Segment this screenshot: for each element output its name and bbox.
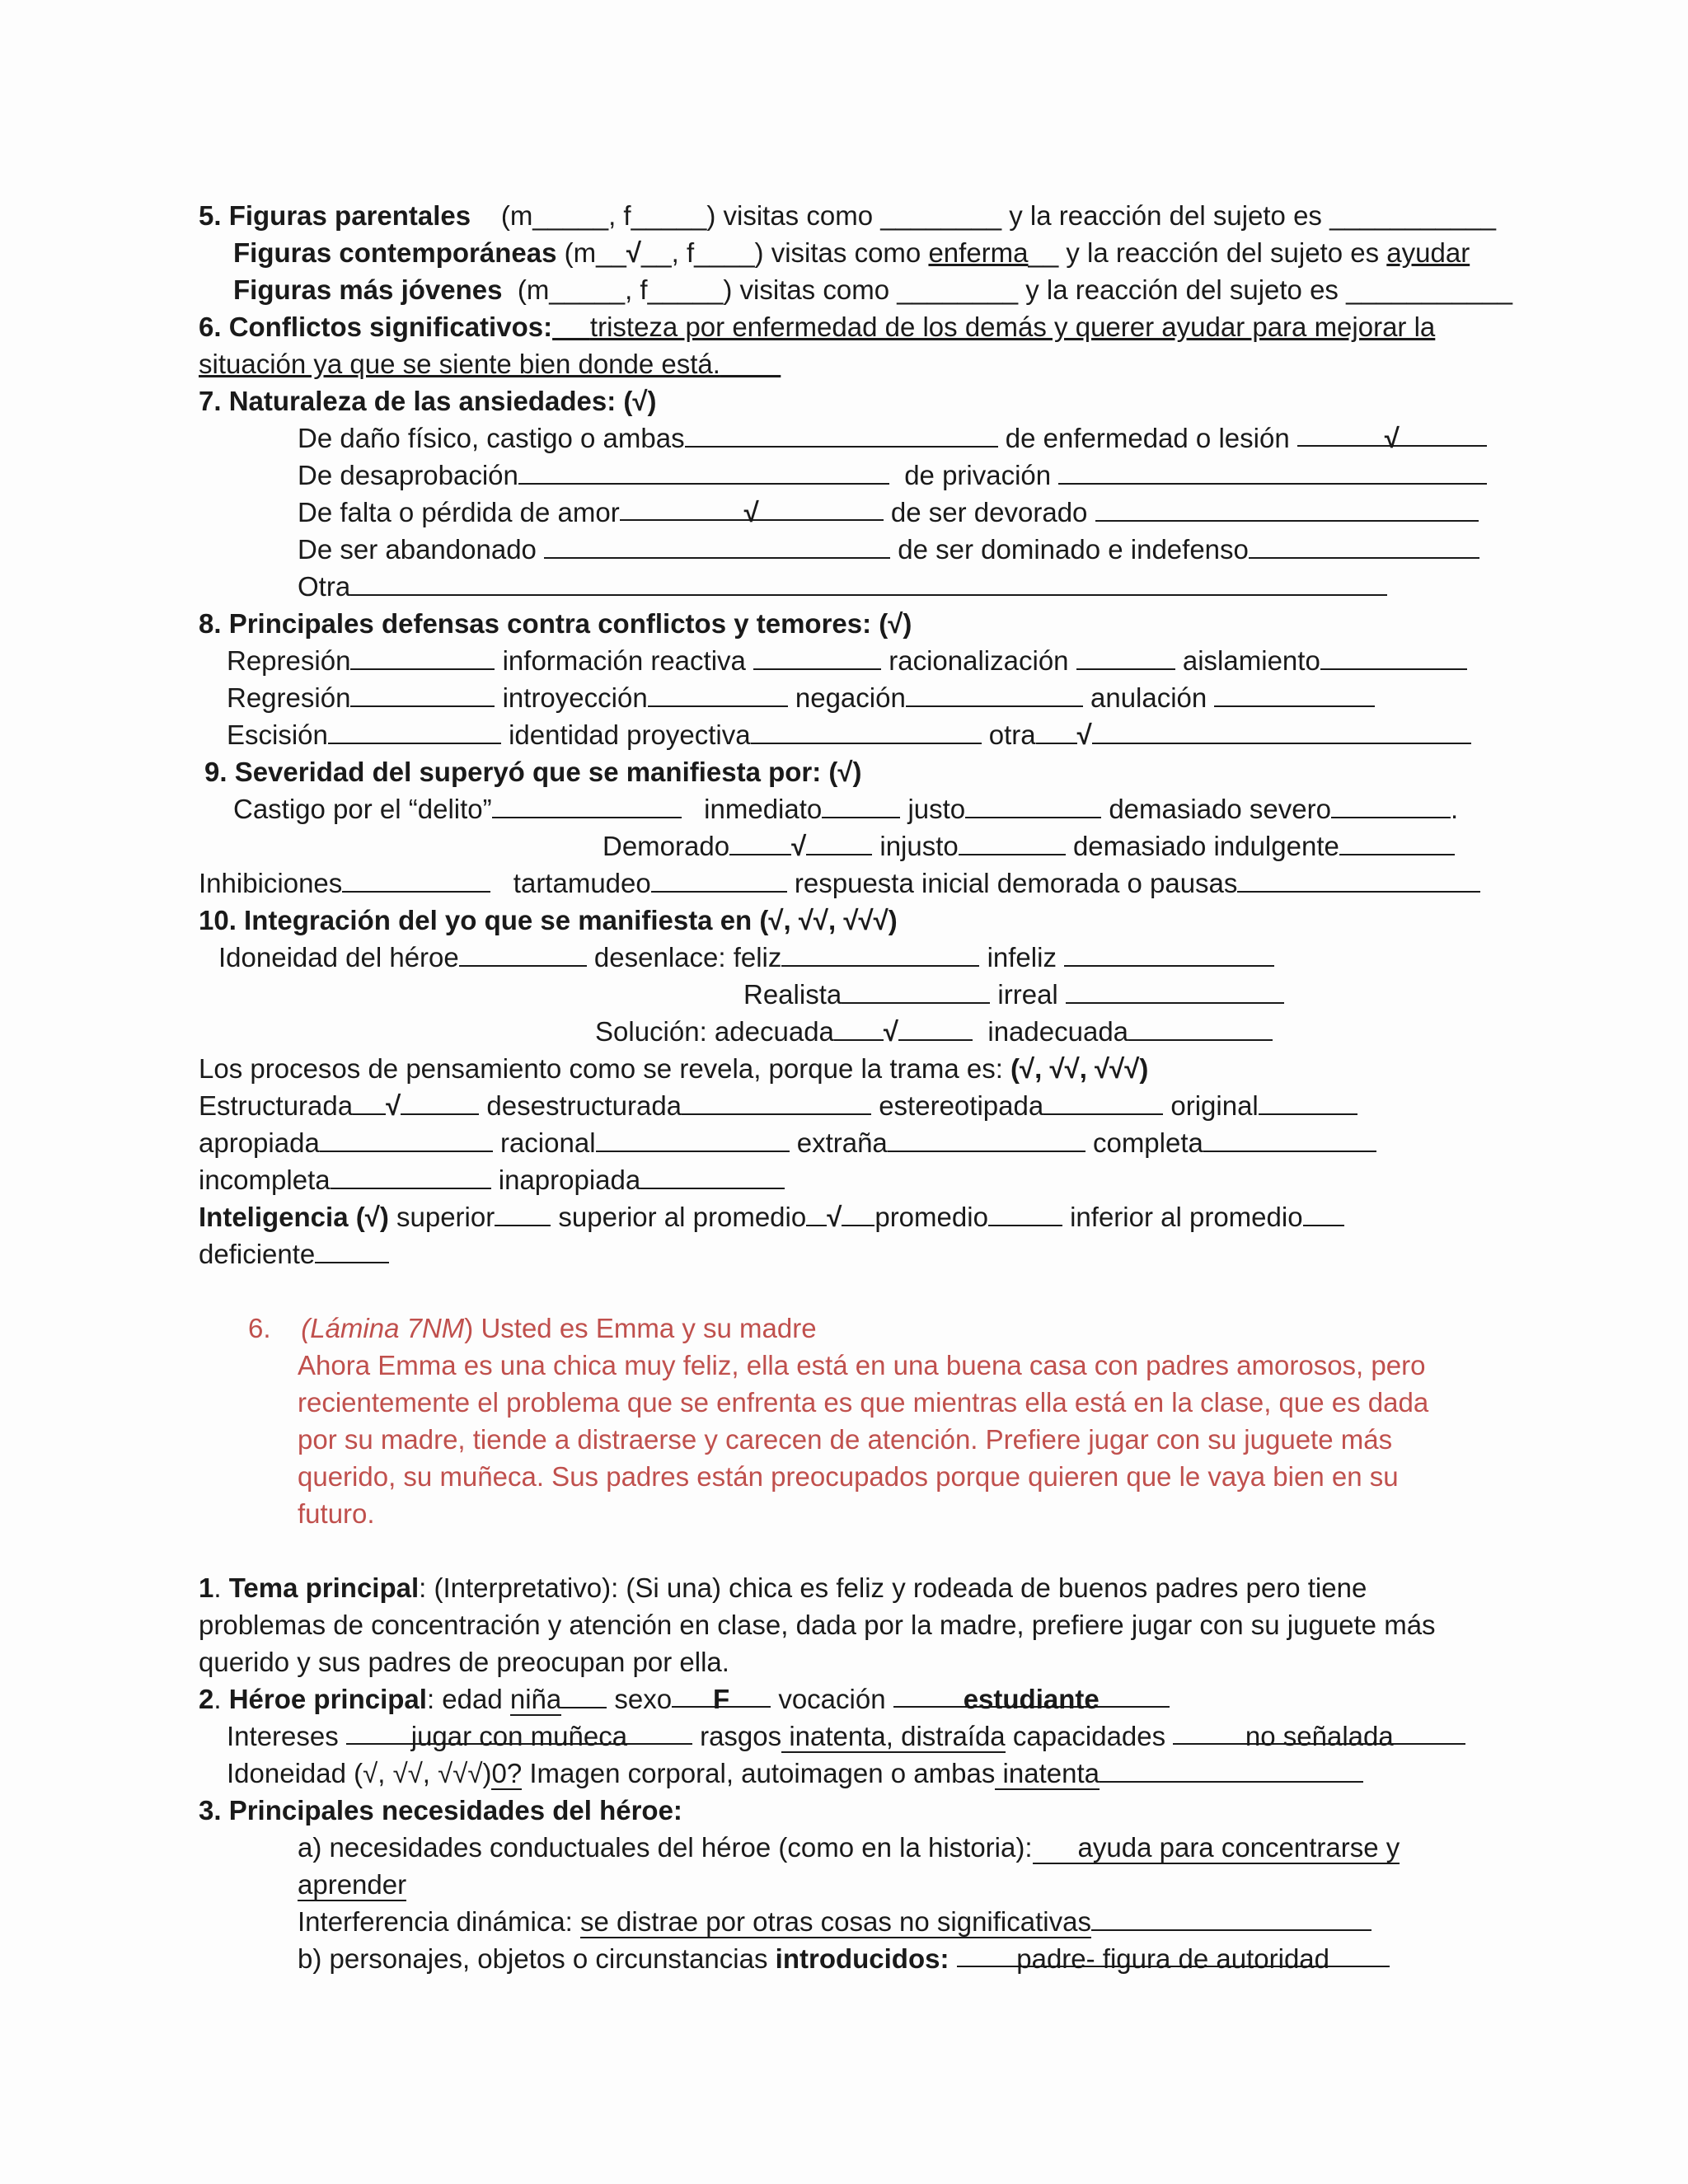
s10-thought-scale: (√, √√, √√√) [1010, 1053, 1149, 1084]
t2-interests-value: jugar con muñeca [346, 1718, 692, 1745]
s7-deprivation: de privación [904, 460, 1052, 490]
t2-suitability-label: Idoneidad (√, √√, √√√) [227, 1758, 492, 1788]
t3-line-b [298, 1941, 1390, 1977]
s8-item: Represión [227, 645, 351, 676]
t3-introduced-value: padre- figura de autoridad [957, 1941, 1390, 1967]
s5-c-reaction-label: y la reacción del sujeto es [1066, 237, 1380, 268]
s10-item: completa [1092, 1127, 1203, 1158]
s5-parental-fields: (m_____, f_____) visitas como ________ y la reacción del sujeto es ___________ [500, 200, 1496, 231]
s10-item: promedio [874, 1202, 988, 1232]
s10-item: incompleta [199, 1165, 331, 1195]
s9-item: Inhibiciones [199, 868, 343, 898]
checkmark: √ [791, 831, 807, 861]
s10-row-8 [199, 1199, 1344, 1235]
t3-title: 3. Principales necesidades del héroe: [199, 1795, 682, 1825]
checkmark: √ [1076, 719, 1092, 750]
t3-interference-label: Interferencia dinámica: [298, 1906, 581, 1937]
t1-line-2: problemas de concentración y atención en clase, dada por la madre, prefiere jugar con su juguete más [199, 1610, 1436, 1640]
t3-interference-value: se distrae por otras cosas no significativas [580, 1906, 1091, 1937]
story-heading [248, 1310, 817, 1347]
s9-row-3 [199, 865, 1480, 902]
checkmark: √ [883, 1016, 899, 1047]
t2-traits-value: inatenta, distraída [781, 1721, 1006, 1751]
t3-introduced-bold: introducidos: [775, 1943, 950, 1974]
s10-row-2 [743, 977, 1284, 1013]
s10-item: racional [499, 1127, 596, 1158]
s7-other: Otra [298, 571, 351, 602]
s10-item: original [1170, 1090, 1259, 1121]
s5-contemporary-row: Figuras contemporáneas (m__√__, f____) visitas como enferma__ y la reacción del sujeto es ayudar [233, 237, 1470, 268]
s10-thought-label: Los procesos de pensamiento como se revela, porque la trama es: [199, 1053, 1011, 1084]
s5-c-m: (m__ [564, 237, 626, 268]
s6-text-1: tristeza por enfermedad de los demás y querer ayudar para mejorar la [589, 312, 1436, 342]
s10-row-9 [199, 1236, 389, 1272]
story-line-2: recientemente el problema que se enfrenta es que mientras ella está en la clase, que es dada [298, 1387, 1429, 1418]
s8-row-1 [227, 643, 1467, 679]
s8-title: 8. Principales defensas contra conflictos y temores: (√) [199, 608, 912, 639]
s10-intelligence-label: Inteligencia (√) [199, 1202, 389, 1232]
s6-text-2: situación ya que se siente bien donde está. [199, 349, 720, 379]
checkmark: √ [626, 237, 641, 268]
s10-item: infeliz [987, 942, 1057, 972]
s5-parental-row [199, 198, 1496, 234]
s8-item: información reactiva [502, 645, 746, 676]
checkmark: √ [827, 1202, 842, 1232]
t2-vocation-label: vocación [778, 1684, 893, 1714]
s8-item: racionalización [889, 645, 1069, 676]
t1-number: 1 [199, 1572, 214, 1603]
s10-item: Idoneidad del héroe [218, 942, 459, 972]
s9-title: 9. Severidad del superyó que se manifiesta por: (√) [204, 757, 862, 787]
s9-item: demasiado severo [1109, 794, 1331, 824]
story-card-ref: (Lámina 7NM [301, 1313, 465, 1343]
s10-item: Solución: adecuada [595, 1016, 834, 1047]
s9-row-1: Castigo por el “delito” inmediato justo demasiado severo . [233, 794, 1459, 824]
s9-item: demasiado indulgente [1072, 831, 1339, 861]
s8-item: Regresión [227, 682, 351, 713]
t1-line-1: 1. Tema principal: (Interpretativo): (Si una) chica es feliz y rodeada de buenos padres pero tiene [199, 1572, 1367, 1603]
s7-illness: de enfermedad o lesión [1005, 423, 1290, 453]
t2-vocation-value: estudiante [893, 1681, 1170, 1708]
t2-image-label: Imagen corporal, autoimagen o ambas [522, 1758, 996, 1788]
s10-item: superior [396, 1202, 495, 1232]
s7-abandoned: De ser abandonado [298, 534, 537, 565]
t2-line-3 [227, 1755, 1363, 1792]
t2-abilities-label: capacidades [1005, 1721, 1174, 1751]
s7-physical-harm: De daño físico, castigo o ambas [298, 423, 685, 453]
s8-row-2 [227, 680, 1375, 716]
t3-line-a [298, 1830, 1400, 1866]
s9-item: injusto [879, 831, 959, 861]
s10-item: irreal [997, 979, 1058, 1010]
s5-younger-row [233, 272, 1512, 308]
t2-age-value: niña [509, 1684, 562, 1714]
t2-image-value: inatenta [995, 1758, 1100, 1788]
t2-line-1: 2. Héroe principal: edad niña sexo F vocación estudiante [199, 1681, 1170, 1718]
s7-devoured: de ser devorado [890, 497, 1088, 527]
s9-item: Demorado [603, 831, 730, 861]
checkmark: √ [386, 1090, 401, 1121]
story-line-4: querido, su muñeca. Sus padres están preocupados porque quieren que le vaya bien en su [298, 1461, 1399, 1492]
s10-item: inapropiada [498, 1165, 641, 1195]
s10-row-5 [199, 1088, 1357, 1124]
s10-title: 10. Integración del yo que se manifiesta en (√, √√, √√√) [199, 905, 898, 935]
s6-row-2 [199, 346, 781, 382]
s7-disapproval: De desaprobación [298, 460, 518, 490]
checkmark: √ [620, 494, 884, 521]
t2-line-2 [227, 1718, 1465, 1755]
t3-needs-label: a) necesidades conductuales del héroe (como en la historia): [298, 1832, 1033, 1863]
t3-line-a2 [298, 1867, 406, 1903]
s10-item: inferior al promedio [1070, 1202, 1303, 1232]
s7-row-1 [298, 420, 1487, 457]
t2-age-label: : edad [426, 1684, 510, 1714]
s10-item: Estructurada [199, 1090, 354, 1121]
s5-younger-fields: (m_____, f_____) visitas como ________ y la reacción del sujeto es ___________ [517, 274, 1512, 305]
s10-row-1 [218, 940, 1274, 976]
story-line-3: por su madre, tiende a distraerse y carecen de atención. Prefiere jugar con su juguete más [298, 1424, 1393, 1455]
s7-dominated: de ser dominado e indefenso [898, 534, 1249, 565]
s10-row-6 [199, 1125, 1376, 1161]
s7-love-loss: De falta o pérdida de amor [298, 497, 620, 527]
t2-suitability-value: 0? [491, 1758, 523, 1788]
s9-row-2 [603, 828, 1455, 865]
s5-younger-label: Figuras más jóvenes [233, 274, 503, 305]
s5-c-f: __, f____) visitas como [640, 237, 921, 268]
story-line-5: futuro. [298, 1498, 375, 1529]
t3-introduced-label: b) personajes, objetos o circunstancias [298, 1943, 776, 1974]
s7-row-5 [298, 569, 1387, 605]
s10-row-4 [199, 1051, 1148, 1087]
s7-row-3 [298, 494, 1479, 531]
t1-label: Tema principal [228, 1572, 420, 1603]
t3-needs-value-2: aprender [298, 1869, 407, 1900]
t2-interests-label: Intereses [227, 1721, 346, 1751]
story-line-1: Ahora Emma es una chica muy feliz, ella está en una buena casa con padres amorosos, pero [298, 1350, 1426, 1380]
t3-needs-value-1: ayuda para concentrarse y [1077, 1832, 1400, 1863]
s8-item: negación [795, 682, 906, 713]
s8-item: identidad proyectiva [509, 719, 751, 750]
s8-item: Escisión [227, 719, 328, 750]
s9-item: tartamudeo [513, 868, 651, 898]
story-heading-text: ) Usted es Emma y su madre [464, 1313, 817, 1343]
t2-sex-label: sexo [614, 1684, 673, 1714]
s5-contemporary-label: Figuras contemporáneas [233, 237, 557, 268]
s7-row-4 [298, 532, 1479, 568]
t3-line-i [298, 1904, 1372, 1940]
s10-row-7 [199, 1162, 785, 1198]
s8-row-3 [227, 717, 1471, 753]
s5-c-visit-value: enferma [928, 237, 1029, 268]
s9-item: justo [907, 794, 966, 824]
s6-row-1 [199, 309, 1435, 345]
s8-item: introyección [502, 682, 648, 713]
story-number: 6. [248, 1313, 271, 1343]
checkmark: √ [1297, 420, 1487, 447]
s7-title: 7. Naturaleza de las ansiedades: (√) [199, 386, 657, 416]
t2-number: 2 [199, 1684, 214, 1714]
s10-item: desenlace: feliz [593, 942, 782, 972]
s5-c-reaction-value: ayudar [1386, 237, 1470, 268]
s8-item: aislamiento [1182, 645, 1320, 676]
s10-item: superior al promedio [558, 1202, 807, 1232]
s5-title: 5. Figuras parentales [199, 200, 471, 231]
s8-item: otra [988, 719, 1036, 750]
s10-item: Realista [743, 979, 842, 1010]
s10-deficient: deficiente [199, 1239, 316, 1269]
s10-item: desestructurada [486, 1090, 682, 1121]
s9-item: respuesta inicial demorada o pausas [794, 868, 1238, 898]
t2-sex-value: F [672, 1681, 771, 1708]
s10-item: estereotipada [879, 1090, 1044, 1121]
t2-traits-label: rasgos [700, 1721, 782, 1751]
s9-item: inmediato [704, 794, 823, 824]
t1-line-3: querido y sus padres de preocupan por ella. [199, 1647, 729, 1677]
s6-title: 6. Conflictos significativos: [199, 312, 553, 342]
t2-label: Héroe principal [228, 1684, 427, 1714]
t1-text-1: : (Interpretativo): (Si una) chica es feliz y rodeada de buenos padres pero tiene [419, 1572, 1367, 1603]
s9-item: Castigo por el “delito” [233, 794, 492, 824]
s10-row-3 [595, 1014, 1273, 1050]
s8-item: anulación [1090, 682, 1207, 713]
t2-abilities-value: no señalada [1173, 1718, 1465, 1745]
s10-item: extraña [796, 1127, 888, 1158]
s7-row-2 [298, 457, 1487, 494]
s10-item: apropiada [199, 1127, 320, 1158]
s10-item: inadecuada [987, 1016, 1129, 1047]
